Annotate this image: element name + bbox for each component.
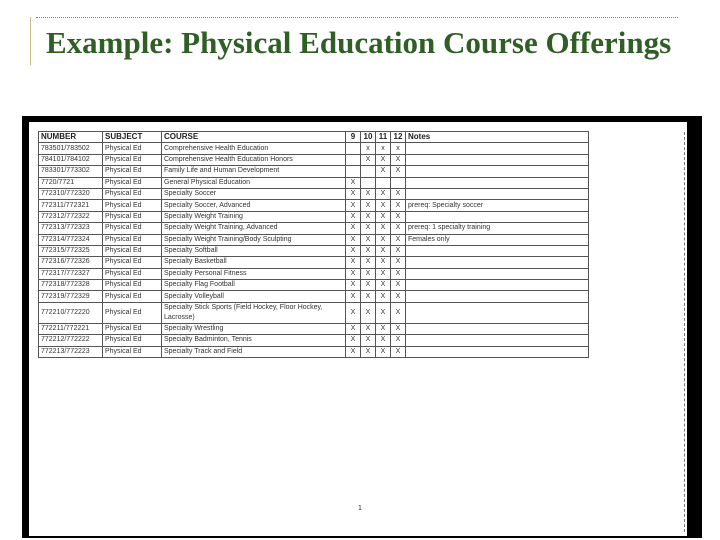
cell-grade-9 xyxy=(346,166,361,177)
table-row xyxy=(39,223,589,234)
cell-grade-10: X xyxy=(361,323,376,334)
cell-grade-11: X xyxy=(376,166,391,177)
cell-notes xyxy=(406,291,589,302)
cell-course: Specialty Soccer xyxy=(162,188,346,199)
cell-grade-11: X xyxy=(376,234,391,245)
cell-grade-12 xyxy=(391,177,406,188)
cell-grade-12: X xyxy=(391,291,406,302)
cell-grade-12: X xyxy=(391,335,406,346)
cell-grade-9: X xyxy=(346,268,361,279)
cell-course: Specialty Weight Training/Body Sculpting xyxy=(162,234,346,245)
table-row xyxy=(39,346,589,357)
cell-course: Specialty Stick Sports (Field Hockey, Floor Hockey, Lacrosse) xyxy=(162,302,346,323)
cell-grade-10: X xyxy=(361,188,376,199)
cell-number: 772210/772220 xyxy=(39,302,103,323)
cell-grade-12: X xyxy=(391,223,406,234)
cell-grade-11: X xyxy=(376,257,391,268)
cell-grade-11: X xyxy=(376,211,391,222)
cell-subject: Physical Ed xyxy=(103,188,162,199)
cell-grade-11: X xyxy=(376,335,391,346)
cell-notes xyxy=(406,346,589,357)
cell-grade-10: X xyxy=(361,223,376,234)
cell-course: Family Life and Human Development xyxy=(162,166,346,177)
cell-grade-10: X xyxy=(361,335,376,346)
cell-grade-11: X xyxy=(376,200,391,211)
cell-notes: Females only xyxy=(406,234,589,245)
cell-number: 784101/784102 xyxy=(39,154,103,165)
cell-grade-10: X xyxy=(361,200,376,211)
cell-grade-12: X xyxy=(391,302,406,323)
cell-grade-9: X xyxy=(346,323,361,334)
header-grade-12: 12 xyxy=(391,132,406,143)
cell-grade-9: X xyxy=(346,346,361,357)
cell-subject: Physical Ed xyxy=(103,245,162,256)
page-edge-dashes xyxy=(684,132,685,532)
cell-notes xyxy=(406,257,589,268)
cell-course: Comprehensive Health Education xyxy=(162,143,346,154)
cell-notes xyxy=(406,166,589,177)
cell-grade-9: X xyxy=(346,257,361,268)
frame-left-divider xyxy=(30,17,31,65)
cell-number: 772312/772322 xyxy=(39,211,103,222)
table-row xyxy=(39,177,589,188)
cell-notes xyxy=(406,245,589,256)
course-table-body xyxy=(39,143,589,358)
cell-number: 772315/772325 xyxy=(39,245,103,256)
cell-course: General Physical Education xyxy=(162,177,346,188)
cell-grade-12: X xyxy=(391,323,406,334)
cell-subject: Physical Ed xyxy=(103,166,162,177)
header-grade-9: 9 xyxy=(346,132,361,143)
cell-course: Specialty Wrestling xyxy=(162,323,346,334)
cell-subject: Physical Ed xyxy=(103,291,162,302)
cell-grade-11 xyxy=(376,177,391,188)
cell-subject: Physical Ed xyxy=(103,302,162,323)
course-table xyxy=(38,131,589,358)
cell-subject: Physical Ed xyxy=(103,200,162,211)
cell-grade-12: X xyxy=(391,234,406,245)
cell-grade-11: X xyxy=(376,291,391,302)
cell-grade-11: X xyxy=(376,280,391,291)
cell-course: Specialty Flag Football xyxy=(162,280,346,291)
cell-grade-12: X xyxy=(391,280,406,291)
cell-grade-12: X xyxy=(391,154,406,165)
cell-subject: Physical Ed xyxy=(103,223,162,234)
cell-grade-10: X xyxy=(361,257,376,268)
cell-course: Specialty Track and Field xyxy=(162,346,346,357)
cell-notes xyxy=(406,268,589,279)
cell-grade-9: X xyxy=(346,291,361,302)
cell-course: Specialty Weight Training, Advanced xyxy=(162,223,346,234)
cell-grade-9: X xyxy=(346,245,361,256)
cell-grade-10 xyxy=(361,166,376,177)
cell-grade-12: X xyxy=(391,346,406,357)
cell-grade-11: X xyxy=(376,346,391,357)
frame-top-divider xyxy=(36,17,678,18)
cell-subject: Physical Ed xyxy=(103,257,162,268)
cell-grade-10: X xyxy=(361,346,376,357)
cell-notes xyxy=(406,177,589,188)
cell-notes xyxy=(406,323,589,334)
cell-grade-9: X xyxy=(346,280,361,291)
table-row xyxy=(39,188,589,199)
header-course: COURSE xyxy=(162,132,346,143)
cell-number: 772211/772221 xyxy=(39,323,103,334)
cell-notes: prereq: Specialty soccer xyxy=(406,200,589,211)
cell-grade-9: X xyxy=(346,335,361,346)
cell-course: Specialty Volleyball xyxy=(162,291,346,302)
cell-grade-12: X xyxy=(391,268,406,279)
cell-number: 772311/772321 xyxy=(39,200,103,211)
cell-grade-10 xyxy=(361,177,376,188)
cell-notes xyxy=(406,143,589,154)
cell-number: 772212/772222 xyxy=(39,335,103,346)
cell-grade-11: X xyxy=(376,154,391,165)
table-row xyxy=(39,234,589,245)
cell-grade-10: X xyxy=(361,245,376,256)
cell-grade-9: X xyxy=(346,223,361,234)
header-grade-10: 10 xyxy=(361,132,376,143)
cell-number: 7720/7721 xyxy=(39,177,103,188)
cell-grade-9: X xyxy=(346,302,361,323)
cell-grade-11: X xyxy=(376,302,391,323)
cell-number: 783501/783502 xyxy=(39,143,103,154)
table-row xyxy=(39,211,589,222)
cell-number: 772316/772326 xyxy=(39,257,103,268)
cell-grade-11: X xyxy=(376,245,391,256)
header-subject: SUBJECT xyxy=(103,132,162,143)
table-row xyxy=(39,143,589,154)
cell-notes xyxy=(406,335,589,346)
table-row xyxy=(39,200,589,211)
cell-grade-10: X xyxy=(361,280,376,291)
cell-grade-9: X xyxy=(346,188,361,199)
table-row xyxy=(39,323,589,334)
cell-grade-10: X xyxy=(361,268,376,279)
cell-grade-10: X xyxy=(361,302,376,323)
cell-course: Specialty Basketball xyxy=(162,257,346,268)
cell-number: 772213/772223 xyxy=(39,346,103,357)
cell-number: 772313/772323 xyxy=(39,223,103,234)
cell-grade-10: X xyxy=(361,154,376,165)
cell-grade-9: X xyxy=(346,177,361,188)
cell-subject: Physical Ed xyxy=(103,211,162,222)
cell-grade-12: X xyxy=(391,166,406,177)
cell-grade-11: x xyxy=(376,143,391,154)
cell-subject: Physical Ed xyxy=(103,346,162,357)
cell-notes xyxy=(406,302,589,323)
cell-number: 772317/772327 xyxy=(39,268,103,279)
cell-grade-12: X xyxy=(391,245,406,256)
table-header-row xyxy=(39,132,589,143)
table-row xyxy=(39,268,589,279)
cell-subject: Physical Ed xyxy=(103,335,162,346)
cell-subject: Physical Ed xyxy=(103,268,162,279)
cell-grade-11: X xyxy=(376,268,391,279)
cell-number: 772318/772328 xyxy=(39,280,103,291)
cell-grade-11: X xyxy=(376,188,391,199)
cell-grade-9: X xyxy=(346,200,361,211)
cell-grade-10: X xyxy=(361,211,376,222)
table-row xyxy=(39,335,589,346)
cell-grade-9 xyxy=(346,154,361,165)
cell-notes: prereq: 1 specialty training xyxy=(406,223,589,234)
cell-grade-9: X xyxy=(346,234,361,245)
scanned-document xyxy=(22,116,702,538)
cell-grade-12: X xyxy=(391,211,406,222)
cell-notes xyxy=(406,211,589,222)
cell-subject: Physical Ed xyxy=(103,177,162,188)
table-row xyxy=(39,154,589,165)
slide-title: Example: Physical Education Course Offerings xyxy=(46,25,672,60)
table-row xyxy=(39,245,589,256)
cell-notes xyxy=(406,280,589,291)
table-row xyxy=(39,280,589,291)
cell-course: Comprehensive Health Education Honors xyxy=(162,154,346,165)
cell-grade-9: X xyxy=(346,211,361,222)
cell-grade-12: x xyxy=(391,143,406,154)
cell-grade-10: X xyxy=(361,234,376,245)
cell-number: 772310/772320 xyxy=(39,188,103,199)
cell-course: Specialty Weight Training xyxy=(162,211,346,222)
table-row xyxy=(39,257,589,268)
cell-grade-12: X xyxy=(391,200,406,211)
cell-grade-10: x xyxy=(361,143,376,154)
table-row xyxy=(39,166,589,177)
cell-grade-12: X xyxy=(391,188,406,199)
scanned-page xyxy=(29,122,687,536)
header-number: NUMBER xyxy=(39,132,103,143)
cell-subject: Physical Ed xyxy=(103,234,162,245)
cell-grade-9 xyxy=(346,143,361,154)
cell-course: Specialty Personal Fitness xyxy=(162,268,346,279)
cell-number: 772319/772329 xyxy=(39,291,103,302)
cell-subject: Physical Ed xyxy=(103,154,162,165)
cell-grade-10: X xyxy=(361,291,376,302)
cell-number: 772314/772324 xyxy=(39,234,103,245)
page-mark: 1 xyxy=(358,505,362,512)
table-row xyxy=(39,302,589,323)
cell-grade-11: X xyxy=(376,323,391,334)
cell-course: Specialty Softball xyxy=(162,245,346,256)
cell-subject: Physical Ed xyxy=(103,280,162,291)
table-row xyxy=(39,291,589,302)
cell-subject: Physical Ed xyxy=(103,143,162,154)
cell-number: 783301/773302 xyxy=(39,166,103,177)
cell-course: Specialty Badminton, Tennis xyxy=(162,335,346,346)
cell-course: Specialty Soccer, Advanced xyxy=(162,200,346,211)
cell-notes xyxy=(406,188,589,199)
cell-grade-11: X xyxy=(376,223,391,234)
cell-notes xyxy=(406,154,589,165)
cell-grade-12: X xyxy=(391,257,406,268)
header-notes: Notes xyxy=(406,132,589,143)
cell-subject: Physical Ed xyxy=(103,323,162,334)
header-grade-11: 11 xyxy=(376,132,391,143)
